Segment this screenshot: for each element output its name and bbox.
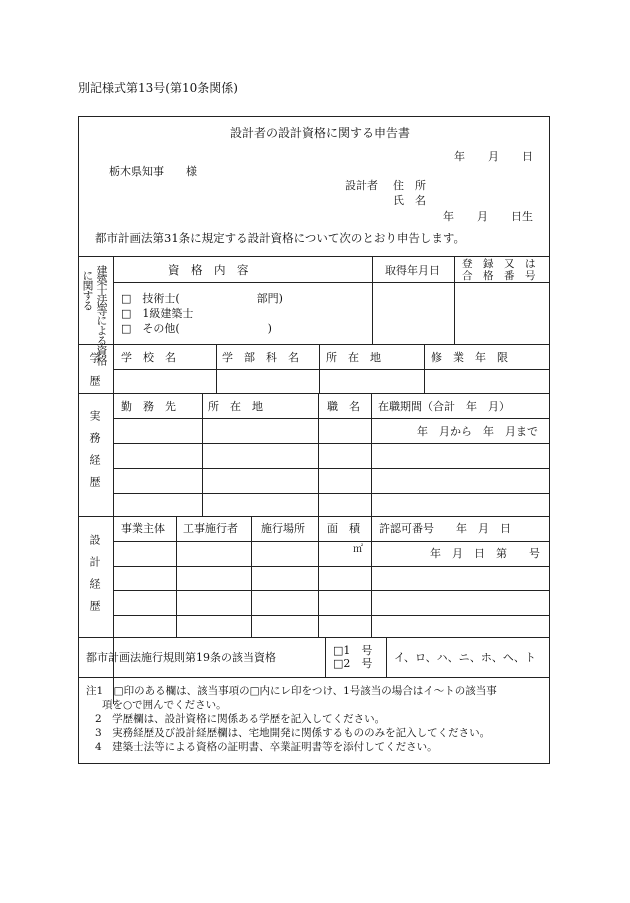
qualification-side-label-2: 建築士法等による資格	[95, 265, 108, 365]
header-study-period: 修 業 年 限	[431, 351, 508, 364]
header-contractor: 工事施行者	[183, 522, 238, 535]
tenure-period: 年 月から 年 月まで	[417, 425, 538, 438]
header-area: 面 積	[327, 522, 360, 535]
birth-day: 日生	[511, 210, 533, 223]
form-title: 設計者の設計資格に関する申告書	[230, 126, 411, 140]
header-employer-location: 所 在 地	[208, 400, 263, 413]
option-first-class-architect[interactable]: □ 1級建築士	[121, 307, 194, 320]
work-side-label: 実務経歴	[88, 410, 101, 498]
address-label[interactable]: 住 所	[393, 179, 426, 192]
header-registration-1: 登 録 又 は	[462, 258, 536, 270]
rule19-option-2[interactable]: □2 号	[333, 657, 373, 670]
date-month: 月	[488, 150, 499, 163]
rule19-option-1[interactable]: □1 号	[333, 644, 373, 657]
permit-number-row: 年 月 日 第 号	[430, 547, 540, 560]
birth-year: 年	[443, 210, 454, 223]
header-acquired-date: 取得年月日	[385, 264, 440, 277]
statement: 都市計画法第31条に規定する設計資格について次のとおり申告します。	[95, 231, 465, 245]
area-unit: ㎡	[353, 544, 363, 555]
declarant-label: 設計者	[345, 179, 378, 192]
header-school-location: 所 在 地	[326, 351, 381, 364]
header-employer: 勤 務 先	[121, 400, 176, 413]
note-4: 4 建築士法等による資格の証明書、卒業証明書等を添付してください。	[95, 741, 438, 753]
header-permit-number: 許認可番号 年 月 日	[379, 522, 511, 535]
note-1-continued: 項を○で囲んでください。	[102, 699, 227, 711]
header-qualification-content: 資 格 内 容	[168, 263, 249, 277]
design-side-label: 設計経歴	[88, 534, 101, 622]
header-site: 施行場所	[261, 522, 305, 535]
header-school-name: 学 校 名	[121, 351, 176, 364]
rule19-label: 都市計画法施行規則第19条の該当資格	[86, 651, 276, 664]
education-side-label: 学歴	[88, 352, 101, 398]
note-1: 注1 □印のある欄は、該当事項の□内にレ印をつけ、1号該当の場合はイ～トの該当事	[86, 685, 497, 697]
header-registration-2: 合 格 番 号	[462, 270, 536, 282]
option-engineer[interactable]: □ 技術士( 部門)	[121, 292, 283, 305]
note-3: 3 実務経歴及び設計経歴欄は、宅地開発に関係するもののみを記入してください。	[95, 727, 491, 739]
option-other[interactable]: □ その他( )	[121, 322, 272, 335]
header-project-owner: 事業主体	[121, 522, 165, 535]
header-position: 職 名	[327, 400, 360, 413]
note-2: 2 学歴欄は、設計資格に関係ある学歴を記入してください。	[95, 713, 386, 725]
date-year: 年	[454, 150, 465, 163]
qualification-side-label-1: に関する	[81, 270, 94, 310]
rule19-kana-options[interactable]: イ、ロ、ハ、ニ、ホ、ヘ、ト	[394, 651, 536, 664]
name-label[interactable]: 氏 名	[393, 194, 426, 207]
addressee: 栃木県知事 様	[109, 165, 197, 178]
header-faculty: 学 部 科 名	[222, 351, 299, 364]
header-tenure: 在職期間（合計 年 月）	[378, 400, 510, 413]
form-id: 別記様式第13号(第10条関係)	[78, 81, 238, 95]
birth-month: 月	[477, 210, 488, 223]
date-day: 日	[522, 150, 533, 163]
